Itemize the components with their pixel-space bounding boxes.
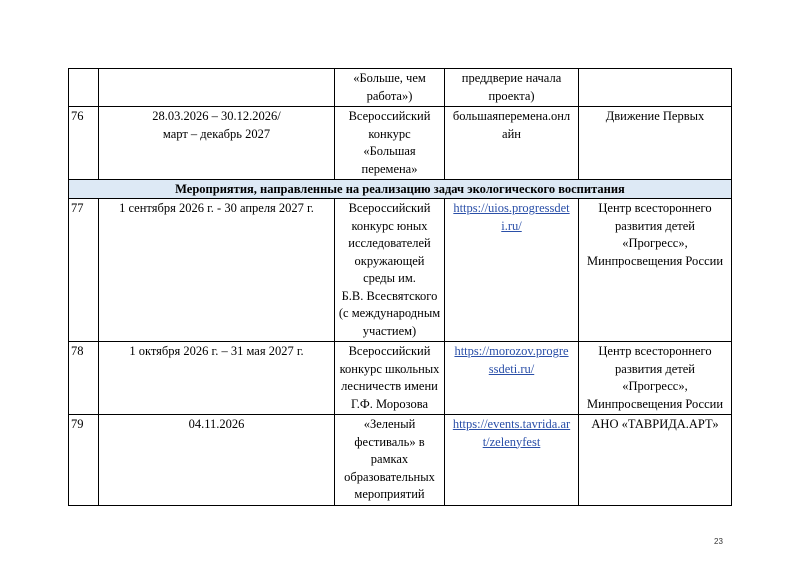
event-link[interactable] [447,343,576,378]
event-organizer-line: Минпросвещения России [586,253,724,268]
event-site-line: https://morozov.progre [454,344,569,358]
event-site-line: t/zelenyfest [482,434,541,449]
event-organizer [579,342,732,415]
event-dates-line: 1 октября 2026 г. – 31 мая 2027 г. [129,344,304,358]
event-name-line: окружающей [354,253,425,268]
table-row [69,69,732,107]
event-name [335,415,445,506]
event-name-line: «Больше, чем [353,71,426,85]
event-name [335,342,445,415]
row-number [69,69,99,107]
event-organizer-line: развития детей [615,361,695,376]
section-header: Мероприятия, направленные на реализацию задач экологического воспитания [69,180,732,199]
event-name-line: мероприятий [354,487,425,501]
event-dates [99,342,335,415]
event-organizer-line: Центр всестороннего [598,201,712,215]
event-name-line: Б.В. Всесвятского [341,288,438,303]
event-site-line: i.ru/ [501,218,522,233]
table-row [69,342,732,415]
event-name-line: работа») [366,88,413,103]
event-site[interactable] [445,342,579,415]
event-organizer-line: «Прогресс», [622,236,688,250]
event-name-line: «Зеленый [363,417,416,431]
event-name-line: Всероссийский [348,344,431,358]
table-row [69,415,732,506]
events-table-body-bottom [69,199,732,506]
event-name-line: Всероссийский [348,109,431,123]
event-name-line: перемена» [361,161,418,176]
event-name-line: Всероссийский [348,201,431,215]
event-name-line: «Большая [363,144,416,158]
event-dates [99,415,335,506]
event-site-line: преддверие начала [461,71,562,85]
event-name-line: фестиваль» в [354,434,425,449]
event-name-line: (с международным [338,306,441,320]
section-header-group [69,180,732,199]
event-dates [99,107,335,180]
event-name-line: рамках [370,452,409,466]
event-site [445,107,579,180]
event-name-line: участием) [362,323,417,338]
event-name-line: конкурс школьных [339,361,440,376]
event-name-line: Г.Ф. Морозова [350,396,429,411]
row-number: 78 [69,342,99,415]
event-site-line: https://events.tavrida.ar [452,417,571,431]
event-site-line: айн [502,126,521,141]
event-site[interactable] [445,199,579,342]
row-number: 77 [69,199,99,342]
event-site-line: https://uios.progressdet [453,201,570,215]
event-site-line: ssdeti.ru/ [488,361,535,376]
event-name [335,107,445,180]
events-table-body-top [69,69,732,180]
event-link[interactable] [447,200,576,235]
event-name-line: лесничеств имени [341,379,438,393]
section-header-row [69,180,732,199]
event-name-line: исследователей [348,236,431,250]
events-table [68,68,732,506]
row-number: 79 [69,415,99,506]
event-dates [99,199,335,342]
row-number: 76 [69,107,99,180]
event-site-line: проекта) [488,88,535,103]
event-site[interactable] [445,415,579,506]
event-site-line: большаяперемена.онл [452,109,571,123]
event-name-line: среды им. [363,271,416,285]
event-organizer [579,199,732,342]
event-link[interactable] [447,416,576,451]
table-row [69,199,732,342]
event-dates [99,69,335,107]
event-name-line: образовательных [344,469,435,484]
event-dates-line: 1 сентября 2026 г. - 30 апреля 2027 г. [119,201,314,215]
table-row [69,107,732,180]
event-dates-line: март – декабрь 2027 [162,126,271,141]
event-name [335,69,445,107]
event-organizer [579,69,732,107]
event-organizer-line: развития детей [615,218,695,233]
event-organizer-line: Движение Первых [605,109,705,123]
event-dates-line: 04.11.2026 [188,417,245,431]
event-organizer-line: «Прогресс», [622,379,688,393]
event-dates-line: 28.03.2026 – 30.12.2026/ [152,109,281,123]
event-organizer-line: Центр всестороннего [598,344,712,358]
event-site [445,69,579,107]
event-organizer-line: АНО «ТАВРИДА.АРТ» [591,417,719,431]
event-organizer [579,107,732,180]
event-organizer [579,415,732,506]
event-name-line: конкурс [368,126,411,141]
event-name [335,199,445,342]
event-name-line: конкурс юных [351,218,428,233]
page-number: 23 [714,537,723,546]
event-organizer-line: Минпросвещения России [586,396,724,411]
